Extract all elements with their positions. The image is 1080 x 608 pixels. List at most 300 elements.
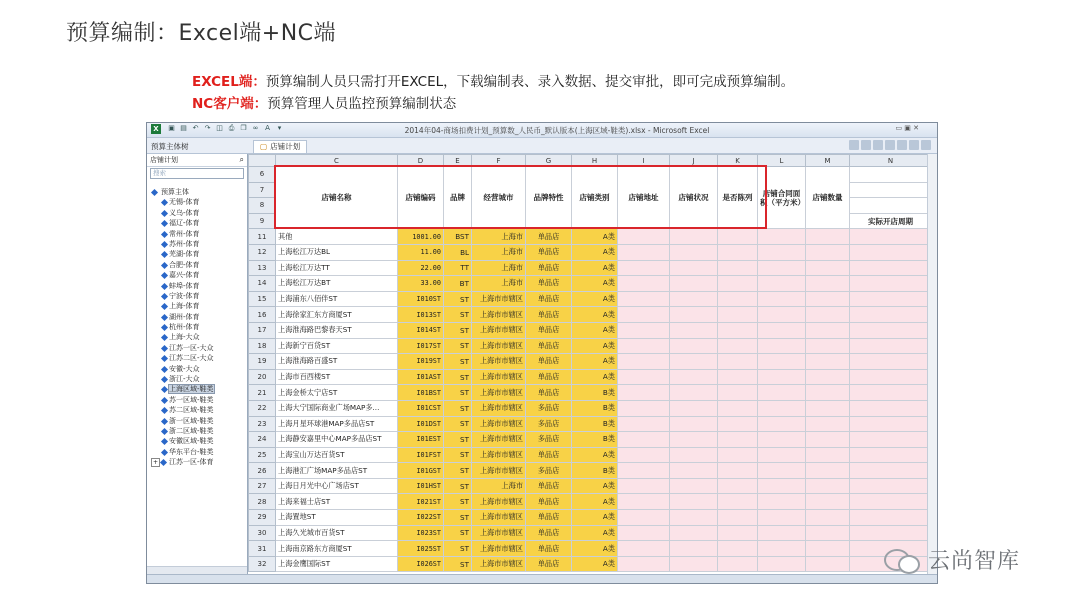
save-icon[interactable]: ▣ (168, 124, 175, 132)
row-header[interactable]: 8 (249, 198, 276, 214)
cell-store-type[interactable]: A类 (572, 556, 618, 572)
cell-input[interactable] (806, 338, 850, 354)
cell-input[interactable] (718, 510, 758, 526)
print-icon[interactable]: ⎙ (228, 124, 235, 132)
cell-store-name[interactable]: 上海浦东八佰伴ST (276, 291, 398, 307)
tree-item[interactable] (151, 301, 247, 311)
cell-store-type[interactable]: A类 (572, 510, 618, 526)
cell-store-name[interactable]: 上海静安嘉里中心MAP多品店ST (276, 432, 398, 448)
cell-input[interactable] (618, 260, 670, 276)
cell-store-name[interactable]: 上海松江万达TT (276, 260, 398, 276)
cell-input[interactable] (806, 494, 850, 510)
cell-input[interactable] (758, 322, 806, 338)
cell-input[interactable] (670, 447, 718, 463)
cell-input[interactable] (850, 322, 932, 338)
cell-city[interactable]: 上海市 (472, 244, 526, 260)
cell-store-code[interactable]: I01BST (398, 385, 444, 401)
cell-store-code[interactable]: I01DST (398, 416, 444, 432)
redo-icon[interactable]: ↷ (204, 124, 211, 132)
cell-input[interactable] (850, 494, 932, 510)
cell-store-code[interactable]: I01GST (398, 463, 444, 479)
tool-icon[interactable] (849, 140, 859, 150)
cell-input[interactable] (850, 229, 932, 245)
cell-input[interactable] (618, 244, 670, 260)
cell-brand[interactable]: ST (444, 525, 472, 541)
cell-input[interactable] (806, 541, 850, 557)
cell-brand-attr[interactable]: 单品店 (526, 354, 572, 370)
cell-input[interactable] (850, 338, 932, 354)
cell-brand[interactable]: ST (444, 510, 472, 526)
cell-input[interactable] (718, 322, 758, 338)
tree-item[interactable] (151, 208, 247, 218)
cell-input[interactable] (850, 369, 932, 385)
cell-store-name[interactable]: 上海淮海路巴黎春天ST (276, 322, 398, 338)
row-header[interactable]: 15 (249, 291, 276, 307)
cell-brand-attr[interactable]: 单品店 (526, 541, 572, 557)
row-header[interactable]: 30 (249, 525, 276, 541)
corner-cell[interactable] (249, 155, 276, 167)
preview-icon[interactable]: ◫ (216, 124, 223, 132)
cell-input[interactable] (618, 229, 670, 245)
cell-input[interactable] (618, 307, 670, 323)
cell-n8[interactable] (850, 198, 932, 214)
cell-city[interactable]: 上海市 (472, 478, 526, 494)
cell-input[interactable] (850, 416, 932, 432)
cell-input[interactable] (806, 463, 850, 479)
cell-input[interactable] (718, 307, 758, 323)
row-header[interactable]: 17 (249, 322, 276, 338)
cell-input[interactable] (718, 463, 758, 479)
cell-input[interactable] (850, 354, 932, 370)
cell-input[interactable] (758, 276, 806, 292)
cell-input[interactable] (758, 525, 806, 541)
cell-brand[interactable]: ST (444, 307, 472, 323)
search-input[interactable]: 搜索 (150, 168, 244, 179)
cell-input[interactable] (718, 556, 758, 572)
cell-input[interactable] (670, 385, 718, 401)
tree-item[interactable] (151, 229, 247, 239)
cell-input[interactable] (850, 291, 932, 307)
row-header[interactable]: 19 (249, 354, 276, 370)
cell-city[interactable]: 上海市市辖区 (472, 541, 526, 557)
row-header[interactable]: 21 (249, 385, 276, 401)
cell-brand-attr[interactable]: 单品店 (526, 556, 572, 572)
cell-input[interactable] (758, 463, 806, 479)
cell-brand[interactable]: ST (444, 291, 472, 307)
cell-input[interactable] (670, 525, 718, 541)
cell-input[interactable] (758, 369, 806, 385)
column-header-n[interactable]: N (850, 155, 932, 167)
cell-input[interactable] (618, 354, 670, 370)
cell-store-type[interactable]: A类 (572, 276, 618, 292)
cell-input[interactable] (670, 463, 718, 479)
cell-input[interactable] (718, 369, 758, 385)
cell-store-name[interactable]: 上海港汇广场MAP多品店ST (276, 463, 398, 479)
cell-input[interactable] (758, 229, 806, 245)
cell-brand-attr[interactable]: 多品店 (526, 463, 572, 479)
tree-item[interactable] (151, 395, 247, 405)
customize-icon[interactable]: ▾ (277, 124, 282, 132)
cell-input[interactable] (618, 291, 670, 307)
tree-item[interactable] (151, 364, 247, 374)
column-header-c[interactable]: C (276, 155, 398, 167)
cell-input[interactable] (670, 432, 718, 448)
cell-input[interactable] (718, 338, 758, 354)
cell-input[interactable] (758, 432, 806, 448)
column-header-f[interactable]: F (472, 155, 526, 167)
tool-icon[interactable] (921, 140, 931, 150)
cell-store-type[interactable]: A类 (572, 229, 618, 245)
cell-input[interactable] (618, 400, 670, 416)
cell-brand[interactable]: ST (444, 556, 472, 572)
cell-input[interactable] (618, 369, 670, 385)
cell-input[interactable] (718, 229, 758, 245)
cell-store-code[interactable]: I01AST (398, 369, 444, 385)
cell-store-name[interactable]: 上海金鹰国际ST (276, 556, 398, 572)
font-icon[interactable]: A (265, 124, 270, 132)
cell-brand[interactable]: ST (444, 354, 472, 370)
cell-store-name[interactable]: 其他 (276, 229, 398, 245)
cell-input[interactable] (850, 276, 932, 292)
cell-brand-attr[interactable]: 单品店 (526, 229, 572, 245)
cell-store-code[interactable]: I022ST (398, 510, 444, 526)
cell-input[interactable] (806, 447, 850, 463)
cell-input[interactable] (806, 322, 850, 338)
cell-n7[interactable] (850, 182, 932, 198)
cell-store-type[interactable]: A类 (572, 478, 618, 494)
cell-input[interactable] (718, 400, 758, 416)
cell-input[interactable] (806, 354, 850, 370)
tool-icon[interactable] (897, 140, 907, 150)
cell-input[interactable] (806, 276, 850, 292)
cell-input[interactable] (718, 494, 758, 510)
cell-city[interactable]: 上海市市辖区 (472, 510, 526, 526)
cell-store-type[interactable]: A类 (572, 244, 618, 260)
cell-store-code[interactable]: I010ST (398, 291, 444, 307)
cell-input[interactable] (806, 385, 850, 401)
cell-brand-attr[interactable]: 单品店 (526, 307, 572, 323)
column-header-g[interactable]: G (526, 155, 572, 167)
cell-input[interactable] (718, 478, 758, 494)
cell-input[interactable] (670, 541, 718, 557)
cell-input[interactable] (670, 338, 718, 354)
cell-city[interactable]: 上海市市辖区 (472, 432, 526, 448)
cell-brand[interactable]: ST (444, 322, 472, 338)
cell-brand-attr[interactable]: 单品店 (526, 291, 572, 307)
cell-input[interactable] (806, 416, 850, 432)
excel-logo-icon[interactable]: X (151, 124, 161, 134)
cell-brand[interactable]: ST (444, 338, 472, 354)
cell-store-name[interactable]: 上海淮海路百盛ST (276, 354, 398, 370)
cell-brand-attr[interactable]: 多品店 (526, 432, 572, 448)
column-header-d[interactable]: D (398, 155, 444, 167)
tree-item[interactable] (151, 332, 247, 342)
cell-input[interactable] (718, 416, 758, 432)
cell-input[interactable] (670, 556, 718, 572)
cell-brand-attr[interactable]: 单品店 (526, 447, 572, 463)
cell-input[interactable] (850, 510, 932, 526)
cell-store-type[interactable]: A类 (572, 322, 618, 338)
cell-store-code[interactable]: I021ST (398, 494, 444, 510)
expand-icon[interactable]: + (152, 459, 159, 467)
cell-input[interactable] (670, 291, 718, 307)
cell-brand-attr[interactable]: 多品店 (526, 416, 572, 432)
row-header[interactable]: 18 (249, 338, 276, 354)
cell-store-type[interactable]: B类 (572, 400, 618, 416)
cell-store-type[interactable]: A类 (572, 291, 618, 307)
cell-input[interactable] (718, 525, 758, 541)
tree-item[interactable] (151, 457, 247, 467)
cell-store-code[interactable]: I023ST (398, 525, 444, 541)
cell-input[interactable] (806, 307, 850, 323)
cell-brand-attr[interactable]: 单品店 (526, 494, 572, 510)
cell-input[interactable] (850, 478, 932, 494)
cell-brand[interactable]: ST (444, 463, 472, 479)
cell-input[interactable] (670, 307, 718, 323)
cell-input[interactable] (758, 260, 806, 276)
cell-city[interactable]: 上海市 (472, 229, 526, 245)
cell-store-type[interactable]: A类 (572, 260, 618, 276)
cell-city[interactable]: 上海市市辖区 (472, 494, 526, 510)
cell-city[interactable]: 上海市市辖区 (472, 416, 526, 432)
cell-input[interactable] (806, 478, 850, 494)
cell-input[interactable] (850, 400, 932, 416)
window-controls[interactable]: ▭ ▣ ✕ (895, 124, 919, 132)
cell-input[interactable] (850, 244, 932, 260)
cell-input[interactable] (758, 338, 806, 354)
cell-brand[interactable]: ST (444, 478, 472, 494)
cell-store-code[interactable]: I01HST (398, 478, 444, 494)
cell-input[interactable] (718, 385, 758, 401)
tree-item[interactable] (151, 416, 247, 426)
row-header[interactable]: 14 (249, 276, 276, 292)
vertical-scrollbar[interactable] (927, 154, 937, 583)
cell-store-code[interactable]: I014ST (398, 322, 444, 338)
row-header[interactable]: 31 (249, 541, 276, 557)
cell-store-code[interactable]: 22.00 (398, 260, 444, 276)
cell-city[interactable]: 上海市 (472, 276, 526, 292)
column-header-k[interactable]: K (718, 155, 758, 167)
cell-city[interactable]: 上海市市辖区 (472, 291, 526, 307)
cell-brand-attr[interactable]: 单品店 (526, 322, 572, 338)
row-header[interactable]: 25 (249, 447, 276, 463)
cell-input[interactable] (670, 478, 718, 494)
cell-input[interactable] (718, 432, 758, 448)
cell-store-type[interactable]: A类 (572, 307, 618, 323)
cell-store-code[interactable]: I017ST (398, 338, 444, 354)
cell-input[interactable] (758, 400, 806, 416)
tree-item[interactable] (151, 197, 247, 207)
cell-brand-attr[interactable]: 单品店 (526, 369, 572, 385)
cell-brand[interactable]: ST (444, 494, 472, 510)
cell-input[interactable] (758, 494, 806, 510)
cell-brand[interactable]: ST (444, 416, 472, 432)
row-header[interactable]: 7 (249, 182, 276, 198)
cell-input[interactable] (618, 276, 670, 292)
save-as-icon[interactable]: ▤ (180, 124, 187, 132)
cell-brand[interactable]: ST (444, 447, 472, 463)
cell-input[interactable] (758, 447, 806, 463)
row-header[interactable]: 12 (249, 244, 276, 260)
cell-brand[interactable]: BST (444, 229, 472, 245)
cell-input[interactable] (718, 291, 758, 307)
cell-input[interactable] (618, 494, 670, 510)
cell-input[interactable] (618, 385, 670, 401)
cell-store-code[interactable]: 33.00 (398, 276, 444, 292)
cell-store-name[interactable]: 上海松江万达BT (276, 276, 398, 292)
cell-store-code[interactable]: I025ST (398, 541, 444, 557)
cell-input[interactable] (670, 244, 718, 260)
cell-input[interactable] (758, 510, 806, 526)
cell-store-code[interactable]: I013ST (398, 307, 444, 323)
cell-store-type[interactable]: A类 (572, 525, 618, 541)
cell-input[interactable] (758, 291, 806, 307)
cell-brand-attr[interactable]: 单品店 (526, 478, 572, 494)
column-header-i[interactable]: I (618, 155, 670, 167)
cell-input[interactable] (806, 432, 850, 448)
cell-store-name[interactable]: 上海松江万达BL (276, 244, 398, 260)
cell-input[interactable] (670, 494, 718, 510)
cell-store-type[interactable]: B类 (572, 416, 618, 432)
cell-input[interactable] (618, 338, 670, 354)
cell-input[interactable] (806, 229, 850, 245)
row-header[interactable]: 20 (249, 369, 276, 385)
cell-input[interactable] (850, 447, 932, 463)
cell-brand-attr[interactable]: 单品店 (526, 525, 572, 541)
cell-city[interactable]: 上海市市辖区 (472, 556, 526, 572)
cell-input[interactable] (670, 276, 718, 292)
row-header[interactable]: 6 (249, 167, 276, 183)
row-header[interactable]: 23 (249, 416, 276, 432)
cell-brand-attr[interactable]: 多品店 (526, 400, 572, 416)
cell-store-code[interactable]: I026ST (398, 556, 444, 572)
copy-icon[interactable]: ❐ (240, 124, 247, 132)
tree-item[interactable] (151, 260, 247, 270)
cell-store-name[interactable]: 上海久光城市百货ST (276, 525, 398, 541)
tree-item[interactable] (151, 322, 247, 332)
cell-input[interactable] (618, 478, 670, 494)
tree-item[interactable] (151, 291, 247, 301)
cell-brand-attr[interactable]: 单品店 (526, 510, 572, 526)
tree-item[interactable] (151, 447, 247, 457)
cell-store-name[interactable]: 上海置地ST (276, 510, 398, 526)
tool-icon[interactable] (885, 140, 895, 150)
cell-brand[interactable]: BL (444, 244, 472, 260)
row-header[interactable]: 24 (249, 432, 276, 448)
cell-input[interactable] (670, 510, 718, 526)
cell-input[interactable] (618, 416, 670, 432)
cell-brand[interactable]: ST (444, 385, 472, 401)
row-header[interactable]: 27 (249, 478, 276, 494)
tree-item[interactable] (151, 405, 247, 415)
cell-brand[interactable]: BT (444, 276, 472, 292)
tree-item[interactable] (151, 374, 247, 384)
cell-input[interactable] (850, 307, 932, 323)
row-header[interactable]: 22 (249, 400, 276, 416)
cell-store-code[interactable]: 11.00 (398, 244, 444, 260)
cell-store-name[interactable]: 上海金桥太宁店ST (276, 385, 398, 401)
cell-input[interactable] (670, 369, 718, 385)
cell-input[interactable] (618, 541, 670, 557)
tree-item[interactable] (151, 281, 247, 291)
cell-brand-attr[interactable]: 单品店 (526, 276, 572, 292)
cell-input[interactable] (806, 525, 850, 541)
cell-input[interactable] (850, 525, 932, 541)
cell-input[interactable] (718, 447, 758, 463)
cell-store-type[interactable]: A类 (572, 338, 618, 354)
cell-input[interactable] (850, 432, 932, 448)
cell-store-code[interactable]: I019ST (398, 354, 444, 370)
cell-input[interactable] (718, 244, 758, 260)
cell-brand[interactable]: ST (444, 432, 472, 448)
row-header[interactable]: 28 (249, 494, 276, 510)
row-header[interactable]: 9 (249, 213, 276, 229)
cell-input[interactable] (758, 541, 806, 557)
cell-input[interactable] (670, 260, 718, 276)
cell-input[interactable] (718, 541, 758, 557)
tool-icon[interactable] (909, 140, 919, 150)
cell-city[interactable]: 上海市市辖区 (472, 307, 526, 323)
cell-store-type[interactable]: A类 (572, 541, 618, 557)
tool-icon[interactable] (861, 140, 871, 150)
cell-store-name[interactable]: 上海宝山万达百货ST (276, 447, 398, 463)
cell-input[interactable] (670, 229, 718, 245)
cell-input[interactable] (758, 416, 806, 432)
column-header-l[interactable]: L (758, 155, 806, 167)
cell-store-type[interactable]: A类 (572, 369, 618, 385)
cell-brand[interactable]: ST (444, 400, 472, 416)
cell-brand[interactable]: ST (444, 369, 472, 385)
tree-item[interactable] (151, 187, 247, 197)
cell-city[interactable]: 上海市市辖区 (472, 385, 526, 401)
cell-brand[interactable]: TT (444, 260, 472, 276)
cell-input[interactable] (718, 260, 758, 276)
undo-icon[interactable]: ↶ (192, 124, 199, 132)
cell-input[interactable] (850, 385, 932, 401)
cell-store-name[interactable]: 上海新宁百货ST (276, 338, 398, 354)
cell-input[interactable] (618, 463, 670, 479)
tree-item[interactable] (151, 239, 247, 249)
cell-input[interactable] (806, 556, 850, 572)
cell-input[interactable] (806, 244, 850, 260)
cell-brand[interactable]: ST (444, 541, 472, 557)
cell-input[interactable] (806, 260, 850, 276)
cell-input[interactable] (806, 510, 850, 526)
cell-store-name[interactable]: 上海月星环球港MAP多品店ST (276, 416, 398, 432)
cell-input[interactable] (618, 525, 670, 541)
cell-city[interactable]: 上海市市辖区 (472, 447, 526, 463)
column-header-e[interactable]: E (444, 155, 472, 167)
cell-brand-attr[interactable]: 单品店 (526, 260, 572, 276)
tree-item[interactable] (151, 249, 247, 259)
cell-store-name[interactable]: 上海日月光中心广场店ST (276, 478, 398, 494)
cell-input[interactable] (618, 432, 670, 448)
cell-store-type[interactable]: A类 (572, 494, 618, 510)
cell-store-type[interactable]: A类 (572, 354, 618, 370)
link-icon[interactable]: ∞ (252, 124, 259, 132)
tree-item[interactable] (151, 218, 247, 228)
cell-input[interactable] (618, 447, 670, 463)
cell-store-name[interactable]: 上海大宁国际商业广场MAP多... (276, 400, 398, 416)
tree-item[interactable] (151, 312, 247, 322)
cell-store-name[interactable]: 上海市百西楼ST (276, 369, 398, 385)
row-header[interactable]: 26 (249, 463, 276, 479)
cell-store-code[interactable]: 1001.00 (398, 229, 444, 245)
row-header[interactable]: 13 (249, 260, 276, 276)
cell-store-name[interactable]: 上海徐家汇东方商厦ST (276, 307, 398, 323)
cell-input[interactable] (806, 369, 850, 385)
cell-brand-attr[interactable]: 单品店 (526, 385, 572, 401)
